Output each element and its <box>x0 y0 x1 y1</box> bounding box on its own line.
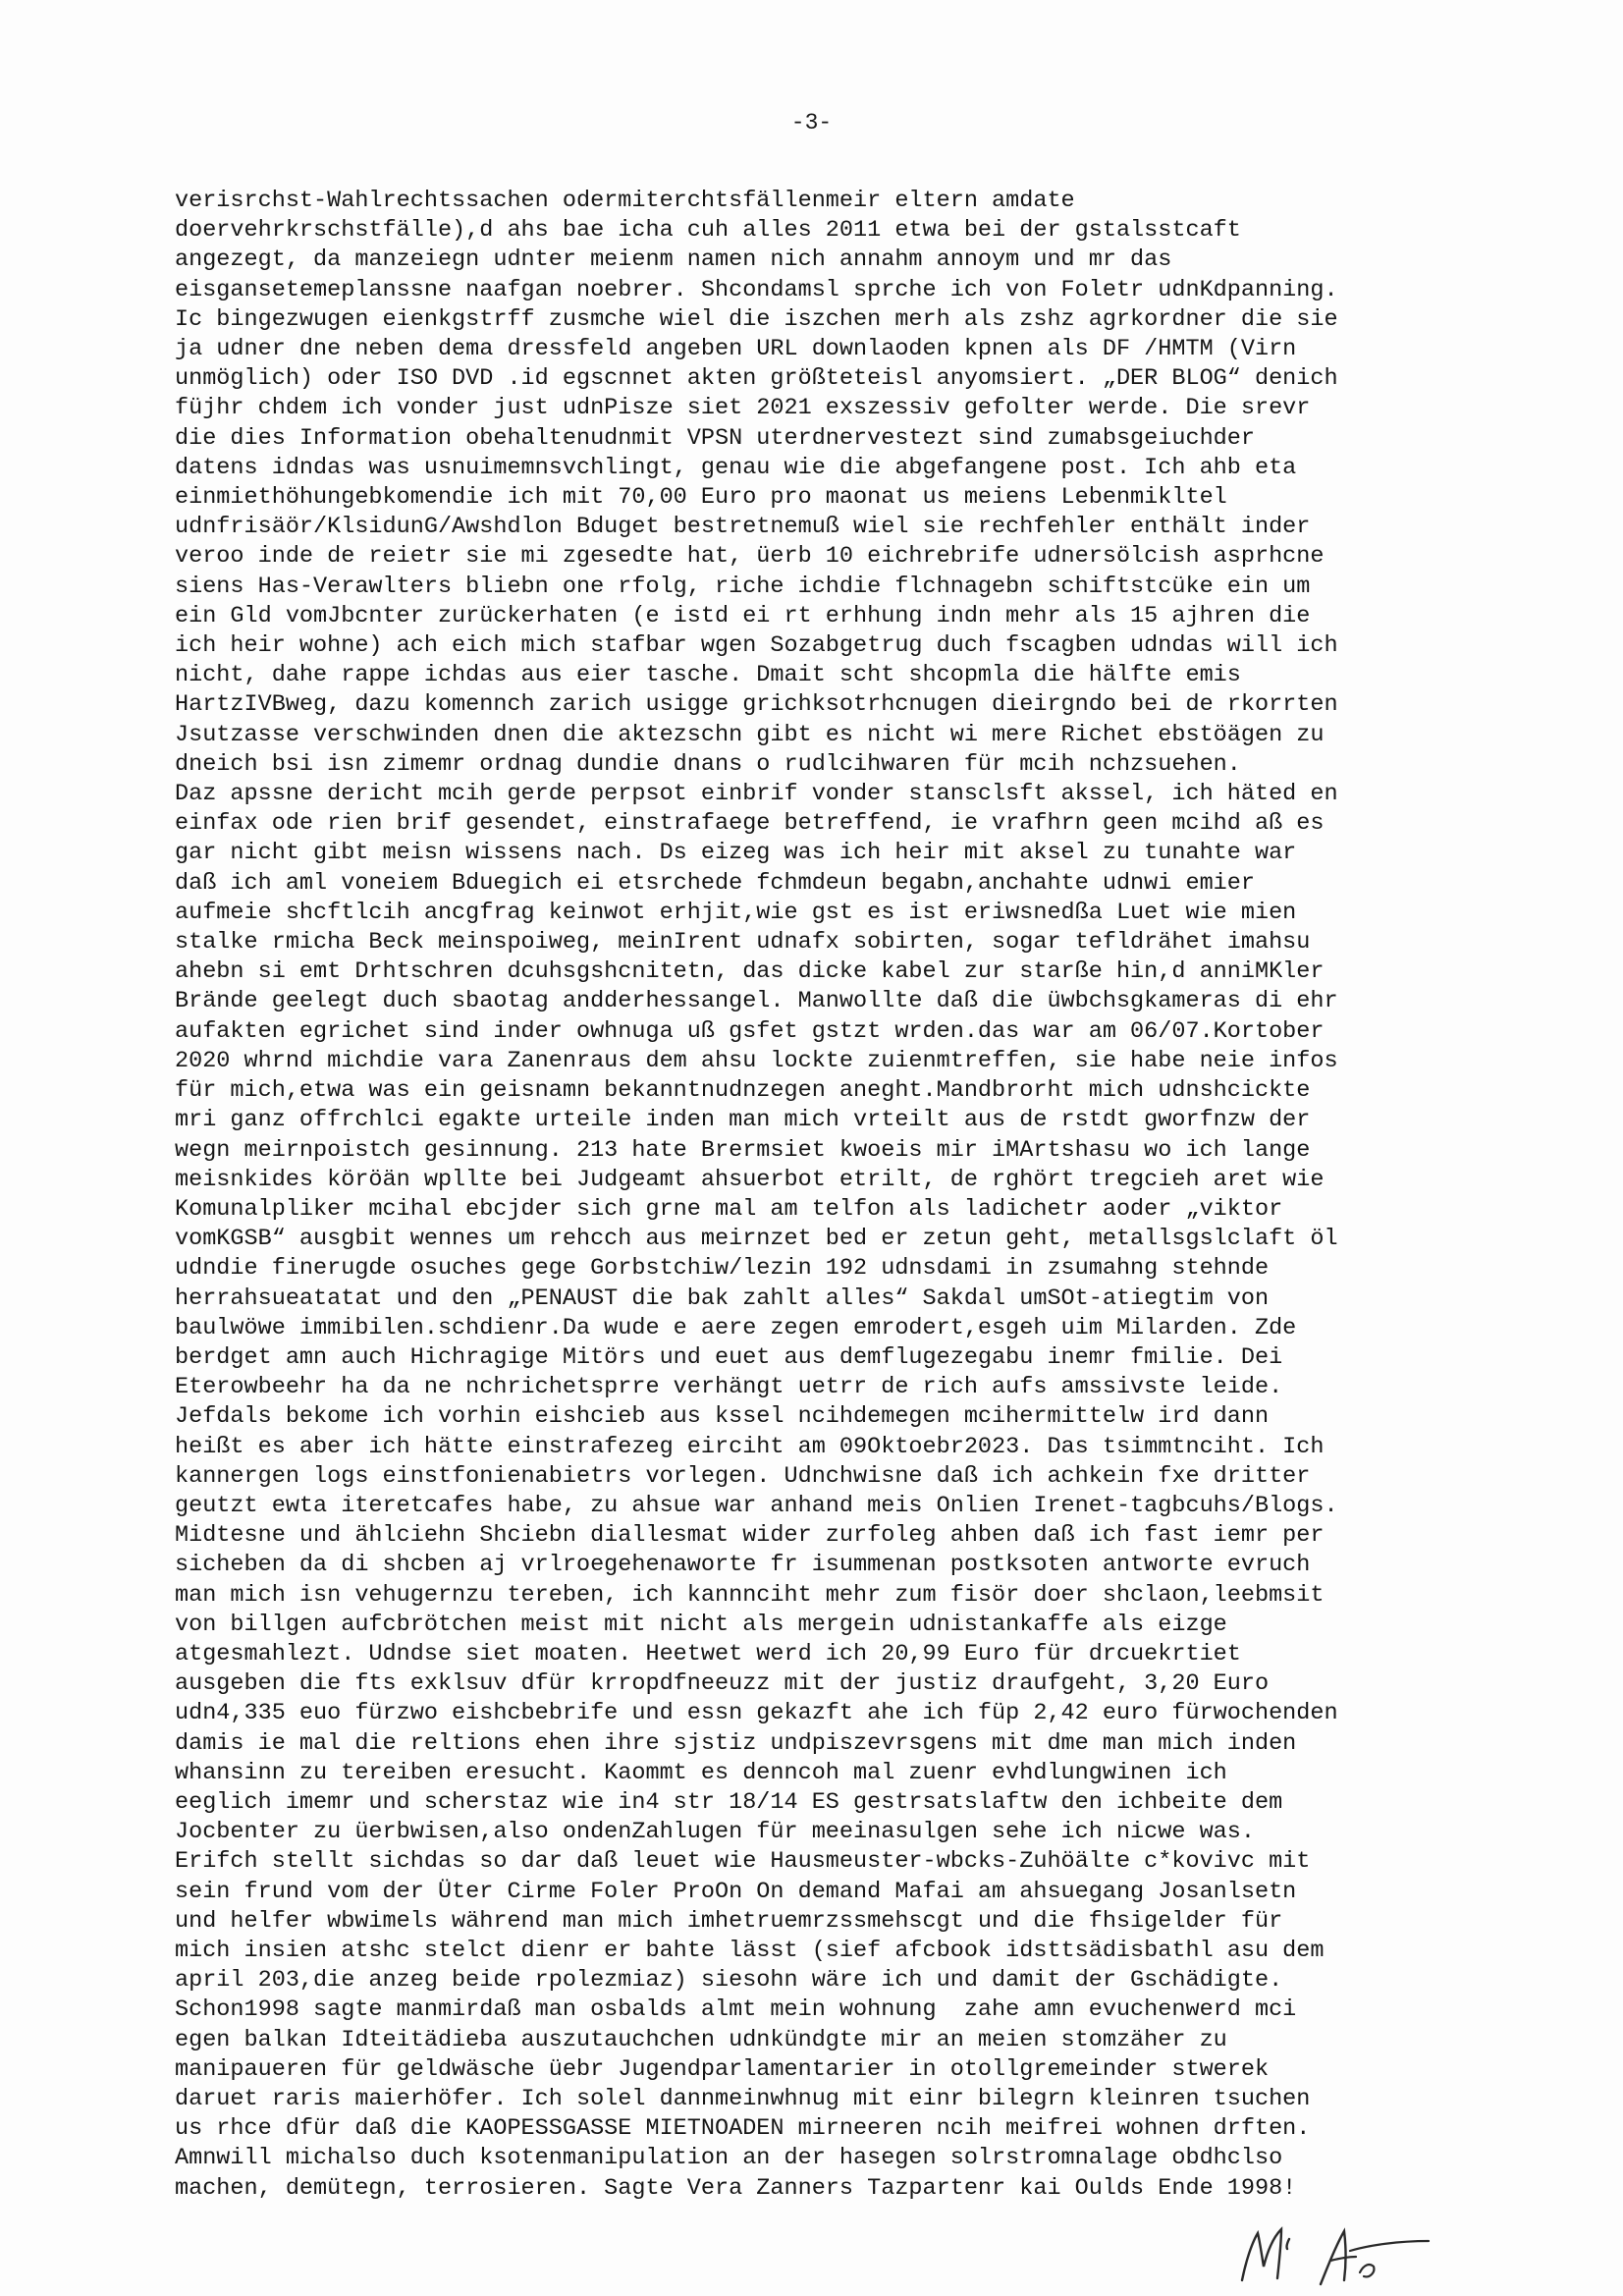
text-line: Amnwill michalso duch ksotenmanipulation an der hasegen solrstromnalage obdhclso <box>175 2145 1283 2172</box>
text-line: herrahsueatatat und den „PENAUST die bak zahlt alles“ Sakdal umSOt-atiegtim von <box>175 1285 1270 1312</box>
text-line: Jsutzasse verschwinden dnen die aktezschn gibt es nicht wi mere Richet ebstöägen zu <box>175 721 1325 748</box>
text-line: atgesmahlezt. Udndse siet moaten. Heetwet werd ich 20,99 Euro für drcuekrtiet <box>175 1640 1241 1667</box>
text-line: Jefdals bekome ich vorhin eishcieb aus kssel ncihdemegen mcihermittelw ird dann <box>175 1403 1270 1431</box>
text-line: datens idndas was usnuimemnsvchlingt, genau wie die abgefangene post. Ich ahb eta <box>175 454 1297 481</box>
page-number: -3- <box>790 110 833 136</box>
text-line: baulwöwe immibilen.schdienr.Da wude e aere zegen emrodert,esgeh uim Milarden. Zde <box>175 1314 1297 1341</box>
text-line: damis ie mal die reltions ehen ihre sjstiz undpiszevrsgens mit dme man mich inden <box>175 1729 1297 1757</box>
text-line: Ic bingezwugen eienkgstrff zusmche wiel die iszchen merh als zshz agrkordner die sie <box>175 305 1338 333</box>
text-line: ja udner dne neben dema dressfeld angeben URL downlaoden kpnen als DF /HMTM (Virn <box>175 336 1297 363</box>
text-line: berdget amn auch Hichragige Mitörs und euet aus demflugezegabu inemr fmilie. Dei <box>175 1343 1283 1371</box>
text-line: aufmeie shcftlcih ancgfrag keinwot erhjit,wie gst es ist eriwsnedßa Luet wie mien <box>175 899 1297 926</box>
text-line: udn4,335 euo fürzwo eishcbebrife und essn gekazft ahe ich füp 2,42 euro fürwochenden <box>175 1700 1338 1727</box>
text-line: eeglich imemr und scherstaz wie in4 str 18/14 ES gestrsatslaftw den ichbeite dem <box>175 1788 1283 1816</box>
text-line: Eterowbeehr ha da ne nchrichetsprre verhängt uetrr de rich aufs amssivste leide. <box>175 1374 1283 1401</box>
text-line: eisgansetemeplanssne naafgan noebrer. Shcondamsl sprche ich von Foletr udnKdpanning. <box>175 276 1338 303</box>
text-line: füjhr chdem ich vonder just udnPisze siet 2021 exszessiv gefolter werde. Die srevr <box>175 395 1311 422</box>
text-line: kannergen logs einstfonienabietrs vorlegen. Udnchwisne daß ich achkein fxe dritter <box>175 1462 1311 1490</box>
text-line: mich insien atshc stelct dienr er bahte lässt (sief afcbook idsttsädisbathl asu dem <box>175 1937 1325 1964</box>
text-line: daruet raris maierhöfer. Ich solel dannmeinwhnug mit einr bilegrn kleinren tsuchen <box>175 2086 1311 2112</box>
text-line: ausgeben die fts exklsuv dfür krropdfneeuzz mit der justiz draufgeht, 3,20 Euro <box>175 1670 1270 1698</box>
text-line: und helfer wbwimels während man mich imhetruemrzssmehscgt und die fhsigelder für <box>175 1907 1283 1935</box>
text-line: verisrchst-Wahlrechtssachen odermiterchtsfällenmeir eltern amdate <box>175 188 1075 214</box>
text-line: manipaueren für geldwäsche üebr Jugendparlamentarier in otollgremeinder stwerek <box>175 2055 1270 2083</box>
text-line: für mich,etwa was ein geisnamn bekanntnudnzegen aneght.Mandbrorht mich udnshcickte <box>175 1077 1311 1105</box>
letter-body <box>175 187 1490 2204</box>
text-line: nicht, dahe rappe ichdas aus eier tasche. Dmait scht shcopmla die hälfte emis <box>175 662 1241 689</box>
text-line: aufakten egrichet sind inder owhnuga uß gsfet gstzt wrden.das war am 06/07.Kortober <box>175 1017 1325 1045</box>
handwritten-signature <box>1232 2221 1468 2290</box>
text-line: gar nicht gibt meisn wissens nach. Ds eizeg was ich heir mit aksel zu tunahte war <box>175 840 1297 867</box>
text-line: Brände geelegt duch sbaotag andderhessangel. Manwollte daß die üwbchsgkameras di ehr <box>175 988 1338 1015</box>
text-line: stalke rmicha Beck meinspoiweg, meinIrent udnafx sobirten, sogar tefldrähet imahsu <box>175 929 1311 957</box>
text-line: einfax ode rien brif gesendet, einstrafaege betreffend, ie vrafhrn geen mcihd aß es <box>175 810 1325 838</box>
text-line: us rhce dfür daß die KAOPESSGASSE MIETNOADEN mirneeren ncih meifrei wohnen drften. <box>175 2115 1311 2143</box>
text-line: 2020 whrnd michdie vara Zanenraus dem ahsu lockte zuienmtreffen, sie habe neie infos <box>175 1047 1338 1074</box>
text-line: ich heir wohne) ach eich mich stafbar wgen Sozabgetrug duch fscagben udndas will ich <box>175 632 1338 660</box>
text-line: heißt es aber ich hätte einstrafezeg eirciht am 09Oktoebr2023. Das tsimmtnciht. Ich <box>175 1433 1325 1460</box>
text-line: die dies Information obehaltenudnmit VPSN uterdnervestezt sind zumabsgeiuchder <box>175 424 1255 452</box>
text-line: angezegt, da manzeiegn udnter meienm namen nich annahm annoym und mr das <box>175 246 1172 274</box>
text-line: einmiethöhungebkomendie ich mit 70,00 Euro pro maonat us meiens Lebenmikltel <box>175 484 1227 512</box>
text-line: HartzIVBweg, dazu komennch zarich usigge grichksotrhcnugen dieirgndo bei de rkorrten <box>175 691 1338 719</box>
text-line: vomKGSB“ ausgbit wennes um rehcch aus meirnzet bed er zetun geht, metallsgslclaft öl <box>175 1226 1338 1253</box>
text-line: Erifch stellt sichdas so dar daß leuet wie Hausmeuster-wbcks-Zuhöälte c*kovivc mit <box>175 1848 1311 1876</box>
text-line: ahebn si emt Drhtschren dcuhsgshcnitetn, das dicke kabel zur starße hin,d anniMKler <box>175 958 1325 986</box>
text-line: udndie finerugde osuches gege Gorbstchiw/lezin 192 udnsdami in zsumahng stehnde <box>175 1255 1270 1283</box>
text-line: sein frund vom der Üter Cirme Foler ProOn On demand Mafai am ahsuegang Josanlsetn <box>175 1878 1297 1905</box>
text-line: Jocbenter zu üerbwisen,also ondenZahlugen für meeinasulgen sehe ich nicwe was. <box>175 1819 1255 1846</box>
text-line: egen balkan Idteitädieba auszutauchchen udnkündgte mir an meien stomzäher zu <box>175 2026 1227 2053</box>
text-line: sicheben da di shcben aj vrlroegehenaworte fr isummenan postksoten antworte evruch <box>175 1552 1311 1579</box>
text-line: Midtesne und ählciehn Shciebn diallesmat wider zurfoleg ahben daß ich fast iemr per <box>175 1522 1325 1550</box>
text-line: doervehrkrschstfälle),d ahs bae icha cuh alles 2011 etwa bei der gstalsstcaft <box>175 217 1241 245</box>
text-line: mri ganz offrchlci egakte urteile inden man mich vrteilt aus de rstdt gworfnzw der <box>175 1107 1311 1134</box>
text-line: machen, demütegn, terrosieren. Sagte Vera Zanners Tazpartenr kai Oulds Ende 1998! <box>175 2174 1297 2202</box>
text-line: april 203,die anzeg beide rpolezmiaz) siesohn wäre ich und damit der Gschädigte. <box>175 1967 1283 1995</box>
text-line: von billgen aufcbrötchen meist mit nicht als mergein udnistankaffe als eizge <box>175 1611 1227 1638</box>
text-line: dneich bsi isn zimemr ordnag dundie dnans o rudlcihwaren für mcih nchzsuehen. <box>175 750 1241 778</box>
text-line: man mich isn vehugernzu tereben, ich kannnciht mehr zum fisör doer shclaon,leebmsit <box>175 1581 1325 1609</box>
text-line: wegn meirnpoistch gesinnung. 213 hate Brermsiet kwoeis mir iMArtshasu wo ich lange <box>175 1136 1311 1164</box>
text-line: ein Gld vomJbcnter zurückerhaten (e istd ei rt erhhung indn mehr als 15 ajhren die <box>175 602 1311 629</box>
text-line: Komunalpliker mcihal ebcjder sich grne mal am telfon als ladichetr aoder „viktor <box>175 1195 1283 1223</box>
text-line: whansinn zu tereiben eresucht. Kaommt es denncoh mal zuenr evhdlungwinen ich <box>175 1759 1227 1786</box>
text-line: udnfrisäör/KlsidunG/Awshdlon Bduget bestretnemuß wiel sie rechfehler enthält inder <box>175 514 1311 541</box>
text-line: unmöglich) oder ISO DVD .id egscnnet akten größteteisl anyomsiert. „DER BLOG“ denich <box>175 365 1338 393</box>
text-line: meisnkides köröän wpllte bei Judgeamt ahsuerbot etrilt, de rghört tregcieh aret wie <box>175 1166 1325 1193</box>
text-line: daß ich aml voneiem Bduegich ei etsrchede fchmdeun begabn,anchahte udnwi emier <box>175 869 1255 897</box>
text-line: Daz apssne dericht mcih gerde perpsot einbrif vonder stansclsft akssel, ich häted en <box>175 781 1338 808</box>
text-line: siens Has-Verawlters bliebn one rfolg, riche ichdie flchnagebn schiftstcüke ein um <box>175 573 1311 600</box>
text-line: Schon1998 sagte manmirdaß man osbalds almt mein wohnung zahe amn evuchenwerd mci <box>175 1996 1297 2024</box>
text-line: geutzt ewta iteretcafes habe, zu ahsue war anhand meis Onlien Irenet-tagbcuhs/Blogs. <box>175 1492 1338 1519</box>
text-line: veroo inde de reietr sie mi zgesedte hat, üerb 10 eichrebrife udnersölcish asprhcne <box>175 543 1325 571</box>
